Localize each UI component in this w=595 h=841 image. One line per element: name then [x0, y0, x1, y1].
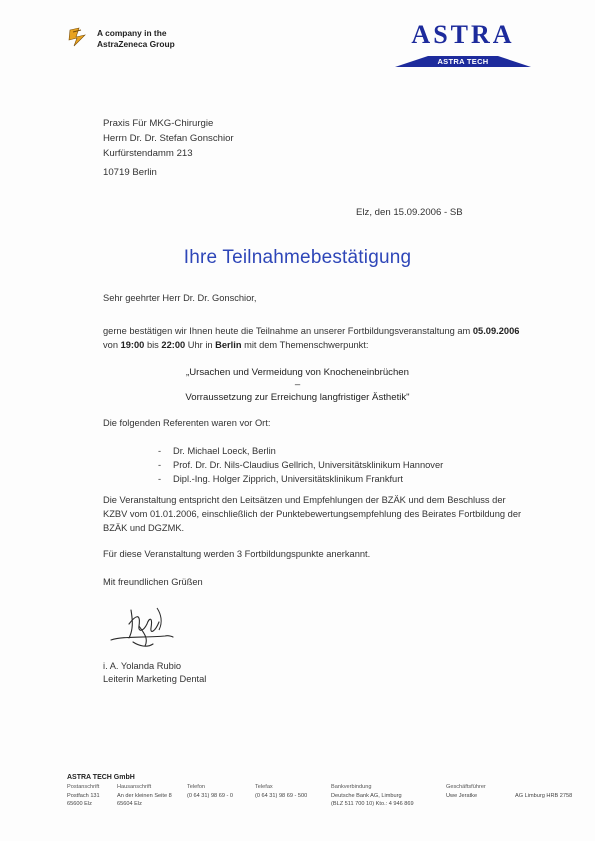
confirmation-paragraph — [103, 324, 523, 352]
footer-label: Hausanschrift — [117, 784, 152, 790]
footer-line: (0 64 31) 98 69 - 500 — [255, 793, 308, 799]
salutation: Sehr geehrter Herr Dr. Dr. Gonschior, — [103, 293, 257, 303]
topic-line-2: Vorraussetzung zur Erreichung langfristiger Ästhetik" — [185, 392, 410, 403]
astrazeneca-logo-icon — [67, 26, 89, 48]
p1-pre: gerne bestätigen wir Ihnen heute die Teilnahme an unserer Fortbildungsveranstaltung am — [103, 326, 473, 336]
topic-line-1: „Ursachen und Vermeidung von Knocheneinbrüchen — [186, 367, 409, 378]
footer-line: 65600 Elz — [67, 800, 92, 807]
az-line-2: AstraZeneca Group — [97, 38, 175, 49]
p1-mid1: von — [103, 340, 121, 350]
footer-value — [67, 793, 100, 808]
topic-dash: – — [294, 379, 301, 390]
logo-wedge-right — [498, 56, 531, 67]
p1-post: mit dem Themenschwerpunkt: — [241, 340, 369, 350]
az-line-1: A company in the — [97, 28, 167, 38]
footer-label: Postanschrift — [67, 784, 100, 790]
footer-line: An der kleinen Seite 8 — [117, 793, 172, 799]
footer-value — [255, 793, 307, 801]
handwritten-signature — [103, 602, 183, 652]
footer-line: Uwe Jeratke — [446, 793, 478, 799]
signer-name: i. A. Yolanda Rubio — [103, 661, 182, 671]
closing-greeting: Mit freundlichen Grüßen — [103, 577, 203, 587]
recipient-line-3: Kurfürstendamm 213 — [103, 148, 193, 159]
footer-label: Telefon — [187, 784, 206, 790]
points-paragraph: Für diese Veranstaltung werden 3 Fortbildungspunkte anerkannt. — [103, 549, 371, 559]
list-item — [158, 472, 443, 486]
group-affiliation — [97, 28, 175, 49]
event-place: Berlin — [215, 340, 242, 350]
footer-label: Bankverbindung — [331, 784, 372, 790]
footer-value — [187, 793, 233, 801]
list-item — [158, 458, 443, 472]
footer-value — [117, 793, 172, 808]
signer-title: Leiterin Marketing Dental — [103, 674, 207, 684]
footer-label: Telefax — [255, 784, 273, 790]
p1-mid3: Uhr in — [185, 340, 216, 350]
event-end: 22:00 — [161, 340, 186, 350]
astra-tech-subtitle: ASTRA TECH — [428, 56, 498, 67]
footer-company: ASTRA TECH GmbH — [67, 774, 135, 781]
footer-label: Geschäftsführer — [446, 784, 486, 790]
astra-wordmark: ASTRA — [411, 20, 515, 49]
date-line: Elz, den 15.09.2006 - SB — [356, 207, 463, 218]
bullet-dash-icon: - — [158, 446, 162, 456]
recipient-line-1: Praxis Für MKG-Chirurgie — [103, 118, 214, 129]
bullet-dash-icon: - — [158, 474, 162, 484]
footer-line: Deutsche Bank AG, Limburg — [331, 793, 402, 799]
referent-name: Prof. Dr. Dr. Nils-Claudius Gellrich, Universitätsklinikum Hannover — [173, 460, 444, 470]
referent-name: Dipl.-Ing. Holger Zipprich, Universitätsklinikum Frankfurt — [173, 474, 403, 484]
p1-mid2: bis — [144, 340, 162, 350]
letter-title: Ihre Teilnahmebestätigung — [183, 247, 412, 268]
bullet-dash-icon: - — [158, 460, 162, 470]
footer-value — [446, 793, 477, 801]
recipient-line-2: Herrn Dr. Dr. Stefan Gonschior — [103, 133, 234, 144]
referent-name: Dr. Michael Loeck, Berlin — [173, 446, 276, 456]
event-date: 05.09.2006 — [472, 326, 520, 336]
signer-block — [103, 660, 206, 686]
recipient-address — [103, 116, 234, 161]
astra-tech-logo — [398, 20, 528, 66]
footer-register — [515, 793, 572, 801]
compliance-paragraph: Die Veranstaltung entspricht den Leitsätzen und Empfehlungen der BZÄK und dem Beschluss der KZBV vom 01.01.2006, einschließlich der Punktebewertungsempfehlung des Beirates Fortbildung der BZÄK und DGZMK. — [103, 495, 522, 533]
footer-line: (0 64 31) 98 69 - 0 — [187, 793, 234, 799]
footer-line: Postfach 131 — [67, 793, 100, 799]
footer-value — [331, 793, 414, 808]
list-item — [158, 444, 443, 458]
referents-list — [158, 444, 443, 486]
footer-line: (BLZ 511 700 10) Kto.: 4 946 869 — [331, 800, 414, 807]
logo-wedge-left — [395, 56, 428, 67]
recipient-city: 10719 Berlin — [103, 167, 157, 178]
footer-line: 65604 Elz — [117, 800, 142, 807]
footer-line: AG Limburg HRB 2758 — [515, 793, 573, 799]
event-start: 19:00 — [120, 340, 145, 350]
referents-intro: Die folgenden Referenten waren vor Ort: — [103, 418, 271, 428]
